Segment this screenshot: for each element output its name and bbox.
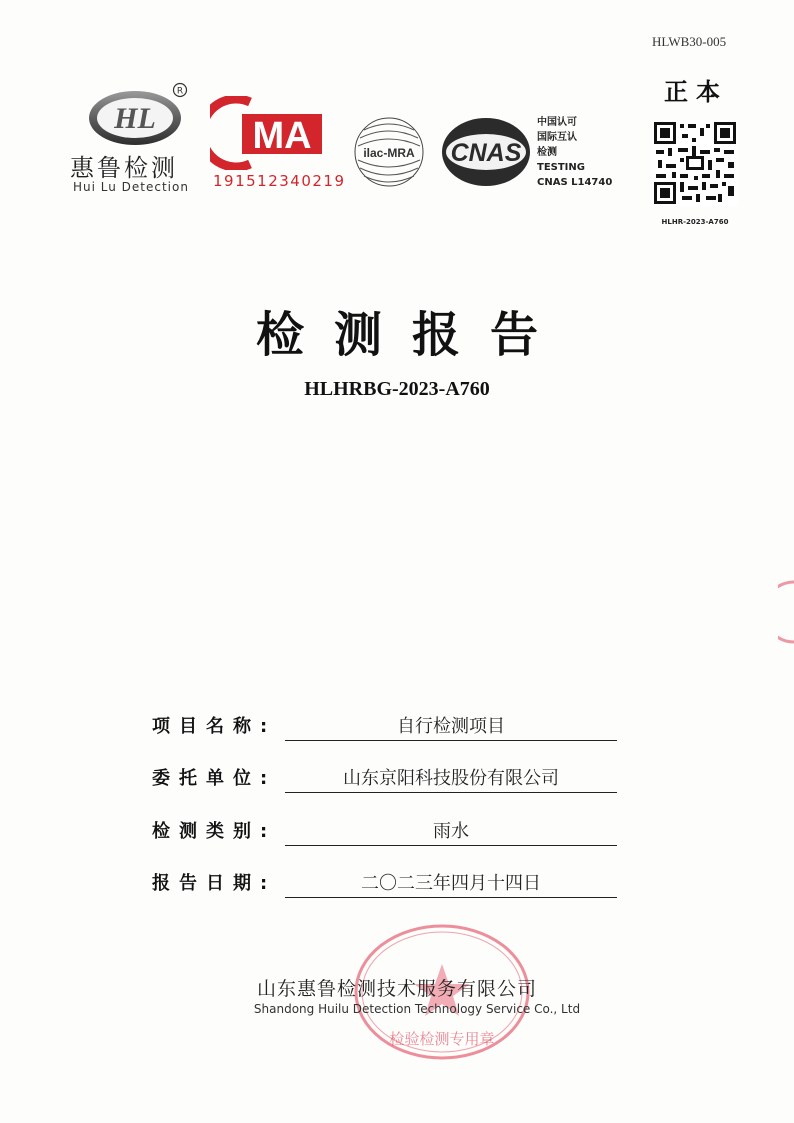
svg-text:R: R [176, 86, 184, 97]
edge-seal-fragment-icon [778, 580, 794, 644]
qr-caption: HLHR-2023-A760 [661, 218, 729, 226]
seal-text: 检验检测专用章 [389, 1030, 495, 1048]
cma-number: 191512340219 [213, 172, 346, 190]
cnas-letters: CNAS [450, 139, 522, 167]
original-copy-label: 正本 [664, 78, 728, 106]
huilu-name-en: Hui Lu Detection [73, 180, 189, 194]
huilu-logo-icon [85, 88, 185, 148]
field-value-project-name: 自行检测项目 [285, 712, 617, 741]
report-number: HLHRBG-2023-A760 [304, 378, 490, 400]
field-label-client: 委托单位: [152, 768, 277, 789]
cnas-logo-icon [440, 116, 532, 188]
qr-code-icon [652, 120, 738, 206]
field-value-report-date: 二〇二三年四月十四日 [285, 869, 617, 898]
form-code: HLWB30-005 [652, 34, 727, 49]
ilac-mra-logo-icon [352, 110, 426, 194]
registered-mark-icon [172, 82, 188, 98]
field-label-test-category: 检测类别: [152, 821, 277, 842]
cnas-line: 中国认可 [537, 117, 577, 128]
cnas-line: TESTING [537, 162, 585, 173]
huilu-name-cn: 惠鲁检测 [70, 154, 178, 182]
field-label-report-date: 报告日期: [152, 873, 277, 894]
field-label-project-name: 项目名称: [152, 716, 277, 737]
company-name-cn: 山东惠鲁检测技术服务有限公司 [256, 978, 537, 1000]
field-value-test-category: 雨水 [285, 817, 617, 846]
report-title: 检测报告 [255, 307, 568, 363]
cnas-accreditation-text [537, 115, 612, 190]
cma-logo-icon [210, 96, 350, 170]
ilac-text: ilac-MRA [363, 146, 415, 160]
field-value-client: 山东京阳科技股份有限公司 [285, 764, 617, 793]
cnas-line: CNAS L14740 [537, 177, 613, 188]
cnas-line: 国际互认 [537, 132, 577, 143]
huilu-logo-letters: HL [114, 102, 156, 135]
cnas-line: 检测 [537, 147, 557, 158]
cma-letters: MA [252, 115, 312, 157]
company-name-en: Shandong Huilu Detection Technology Service Co., Ltd [253, 1002, 581, 1016]
